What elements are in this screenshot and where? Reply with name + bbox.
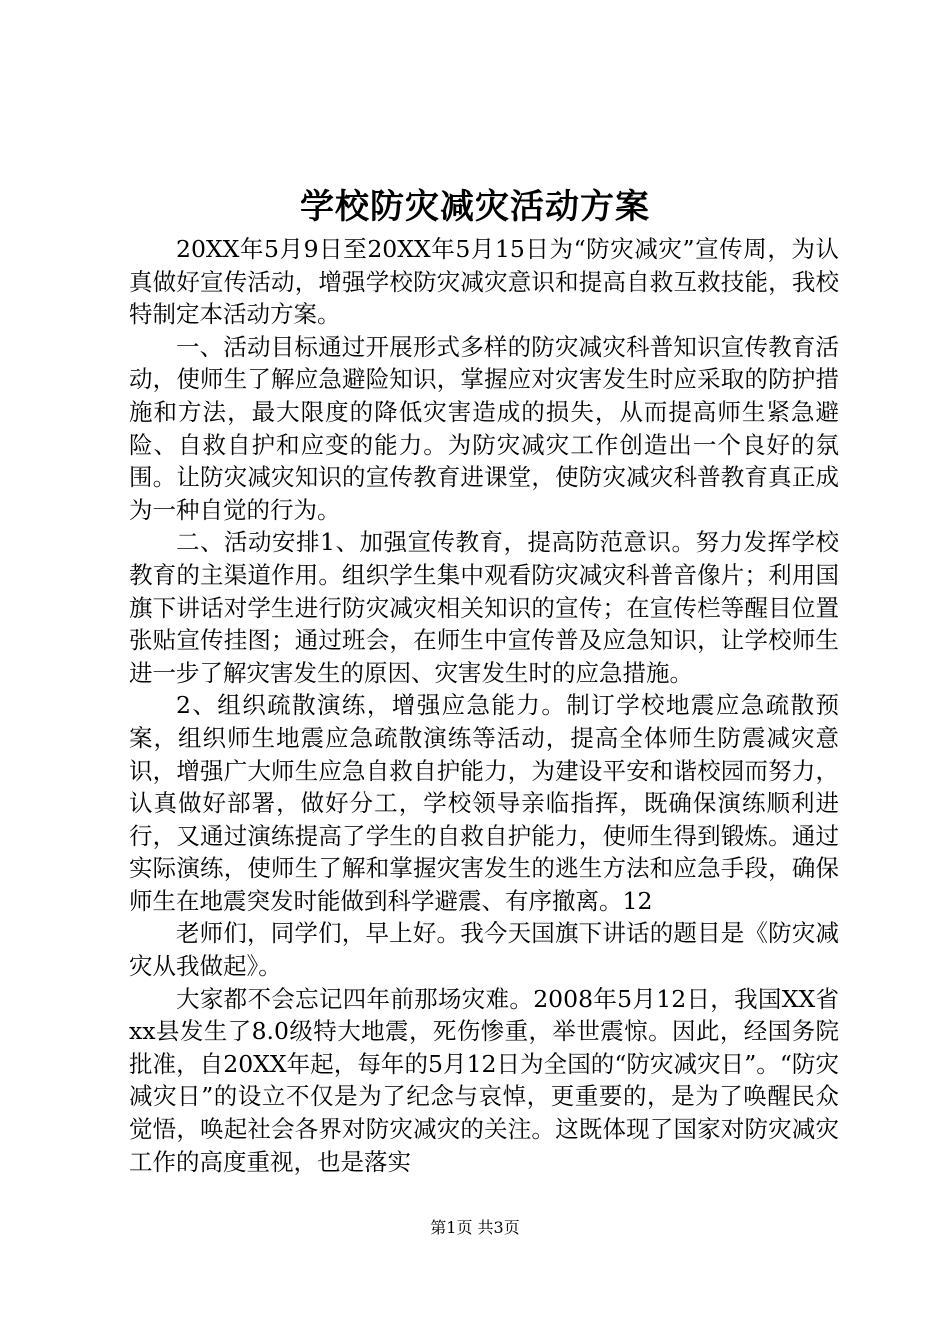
paragraph-intro: 20XX年5月9日至20XX年5月15日为“防灾减灾”宣传周，为认真做好宣传活动，增强学校防灾减灾意识和提高自救互救技能，我校特制定本活动方案。	[129, 235, 839, 329]
page-number-footer: 第1页 共3页	[430, 1218, 520, 1237]
paragraph-earthquake-memory: 大家都不会忘记四年前那场灾难。2008年5月12日，我国XX省xx县发生了8.0级特大地震，死伤惨重，举世震惊。因此，经国务院批准，自20XX年起，每年的5月12日为全国的“防灾减灾日”。“防灾减灾日”的设立不仅是为了纪念与哀悼，更重要的，是为了唤醒民众觉悟，唤起社会各界对防灾减灾的关注。这既体现了国家对防灾减灾工作的高度重视，也是落实	[129, 984, 839, 1176]
paragraph-activity-arrangement: 二、活动安排1、加强宣传教育，提高防范意识。努力发挥学校教育的主渠道作用。组织学生集中观看防灾减灾科普音像片；利用国旗下讲话对学生进行防灾减灾相关知识的宣传；在宣传栏等醒目位置张贴宣传挂图；通过班会，在师生中宣传普及应急知识，让学校师生进一步了解灾害发生的原因、灾害发生时的应急措施。	[129, 528, 839, 687]
document-body	[129, 233, 839, 1178]
paragraph-activity-goal: 一、活动目标通过开展形式多样的防灾减灾科普知识宣传教育活动，使师生了解应急避险知识，掌握应对灾害发生时应采取的防护措施和方法，最大限度的降低灾害造成的损失，从而提高师生紧急避险、自救自护和应变的能力。为防灾减灾工作创造出一个良好的氛围。让防灾减灾知识的宣传教育进课堂，使防灾减灾科普教育真正成为一种自觉的行为。	[129, 332, 839, 524]
paragraph-evacuation-drill: 2、组织疏散演练，增强应急能力。制订学校地震应急疏散预案，组织师生地震应急疏散演练等活动，提高全体师生防震减灾意识，增强广大师生应急自救自护能力，为建设平安和谐校园而努力，认真做好部署，做好分工，学校领导亲临指挥，既确保演练顺利进行，又通过演练提高了学生的自救自护能力，使师生得到锻炼。通过实际演练，使师生了解和掌握灾害发生的逃生方法和应急手段，确保师生在地震突发时能做到科学避震、有序撤离。12	[129, 691, 839, 915]
document-title: 学校防灾减灾活动方案	[300, 187, 650, 227]
paragraph-speech-greeting: 老师们，同学们，早上好。我今天国旗下讲话的题目是《防灾减灾从我做起》。	[129, 919, 839, 981]
